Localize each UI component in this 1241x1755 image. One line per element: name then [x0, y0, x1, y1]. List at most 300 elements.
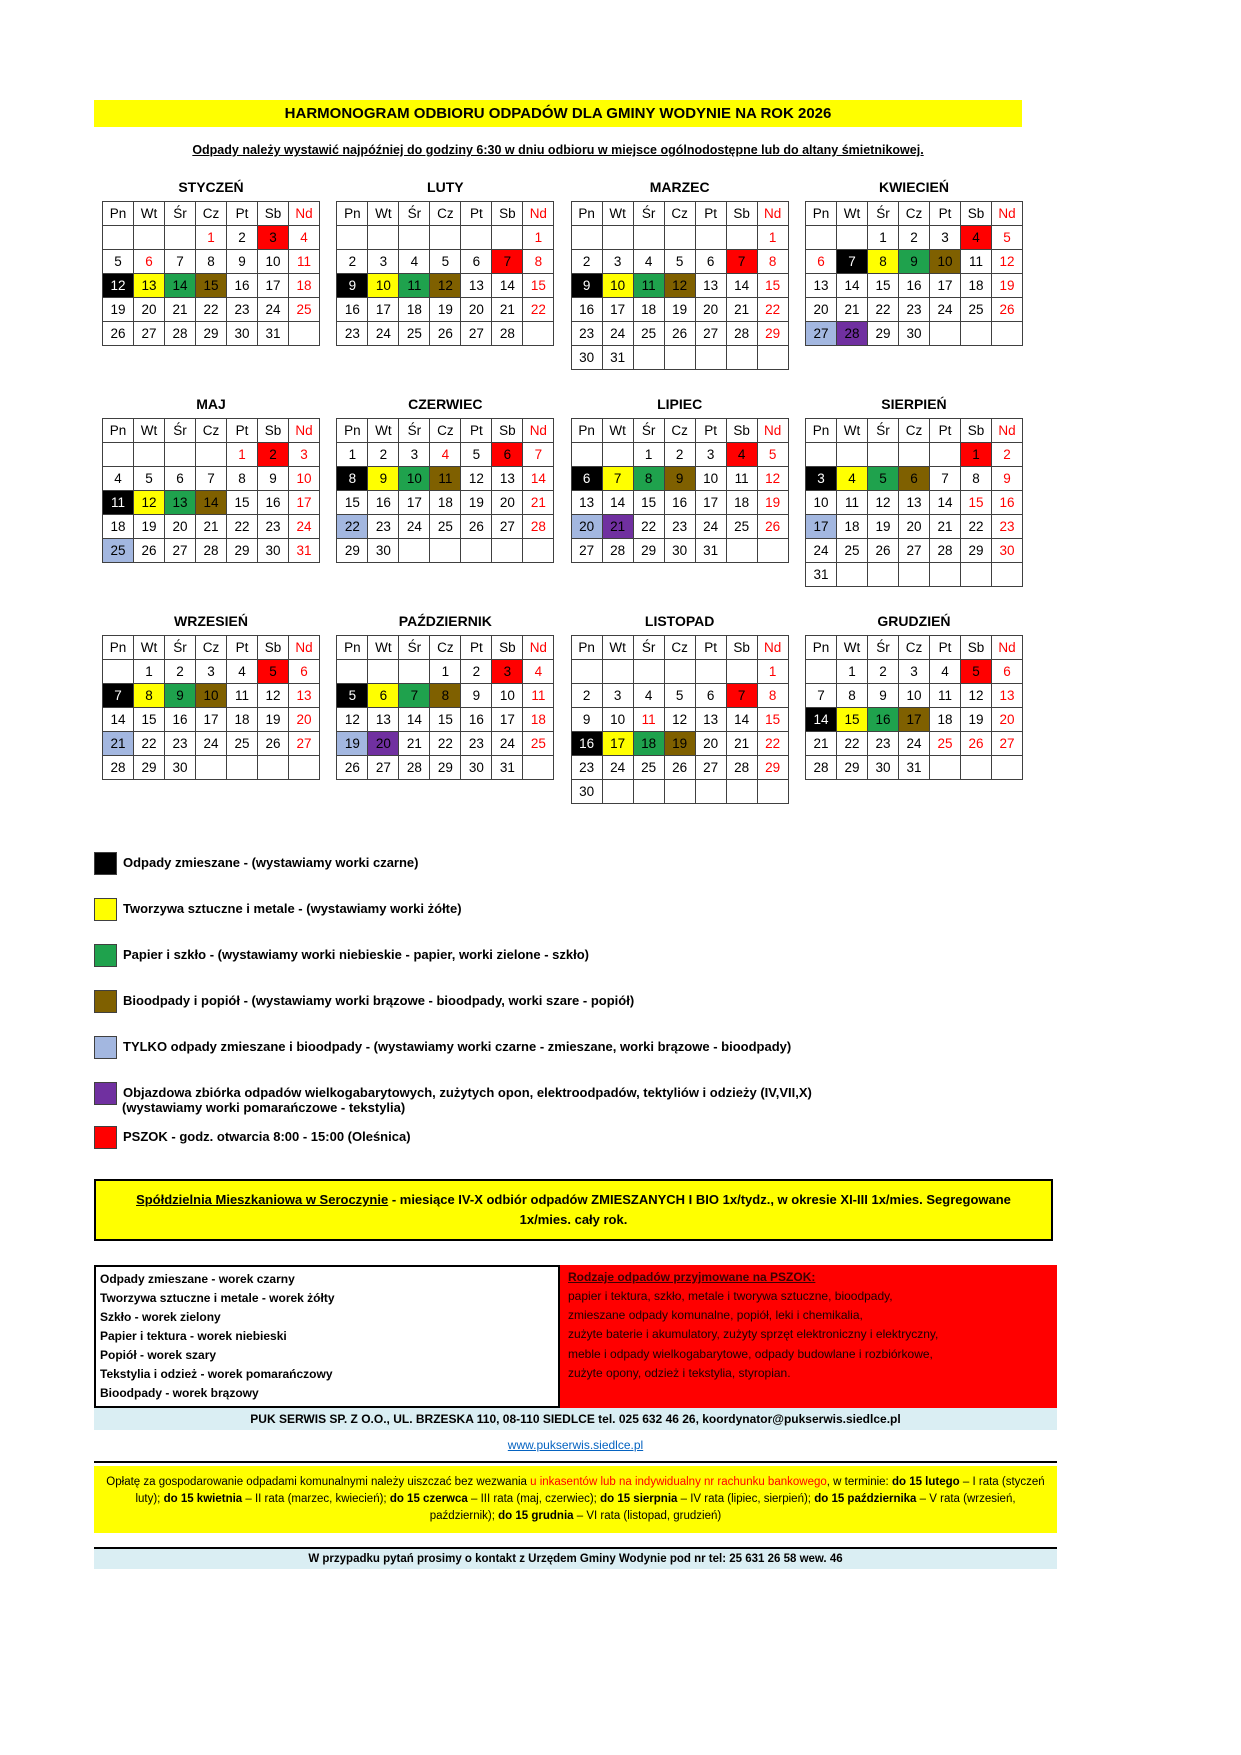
- calendar-day-cell: 17: [602, 732, 633, 756]
- calendar-day-cell: 14: [165, 274, 196, 298]
- calendar-day-cell: 31: [602, 346, 633, 370]
- calendar-day-cell: [991, 756, 1022, 780]
- calendar-day-cell: 6: [134, 250, 165, 274]
- calendar-day-cell: [695, 780, 726, 804]
- day-header-cell: Śr: [633, 202, 664, 226]
- calendar-day-cell: [492, 226, 523, 250]
- calendar-day-cell: 28: [602, 539, 633, 563]
- calendar-day-cell: 18: [726, 491, 757, 515]
- calendar-day-cell: 4: [227, 660, 258, 684]
- month-title: SIERPIEŃ: [881, 396, 947, 412]
- calendar-day-cell: 2: [227, 226, 258, 250]
- calendar-day-cell: 29: [867, 322, 898, 346]
- day-header-cell: Pt: [929, 419, 960, 443]
- legend-item: [94, 990, 1151, 1013]
- calendar-day-cell: 15: [134, 708, 165, 732]
- calendar-day-cell: 11: [399, 274, 430, 298]
- calendar-day-cell: 25: [289, 298, 320, 322]
- calendar-day-cell: 21: [399, 732, 430, 756]
- calendar-day-cell: 28: [196, 539, 227, 563]
- day-header-cell: Sb: [258, 419, 289, 443]
- calendar-day-cell: 12: [134, 491, 165, 515]
- calendar-day-cell: 19: [757, 491, 788, 515]
- day-header-cell: Nd: [757, 636, 788, 660]
- calendar-day-cell: 17: [602, 298, 633, 322]
- calendar-day-cell: 25: [227, 732, 258, 756]
- month-calendar: [334, 396, 556, 587]
- day-header-cell: Pn: [103, 419, 134, 443]
- calendar-day-cell: [368, 226, 399, 250]
- calendar-day-cell: 27: [368, 756, 399, 780]
- calendar-day-cell: 20: [492, 491, 523, 515]
- day-header-cell: Pn: [103, 202, 134, 226]
- calendar-day-cell: 19: [664, 732, 695, 756]
- calendar-day-cell: 1: [960, 443, 991, 467]
- calendar-day-cell: 24: [929, 298, 960, 322]
- calendar-day-cell: 1: [757, 226, 788, 250]
- calendar-day-cell: 7: [836, 250, 867, 274]
- day-header-cell: Nd: [757, 202, 788, 226]
- day-header-cell: Pn: [805, 636, 836, 660]
- calendar-day-cell: 14: [602, 491, 633, 515]
- calendar-day-cell: [103, 660, 134, 684]
- pszok-lines: [568, 1287, 1049, 1383]
- seroczyn-banner: [94, 1179, 1053, 1241]
- calendar-day-cell: [867, 563, 898, 587]
- day-header-cell: Sb: [492, 636, 523, 660]
- day-header-cell: Śr: [165, 202, 196, 226]
- calendar-day-cell: 24: [258, 298, 289, 322]
- legend-item: [94, 898, 1151, 921]
- calendar-day-cell: 9: [898, 250, 929, 274]
- calendar-day-cell: 25: [633, 756, 664, 780]
- day-header-cell: Sb: [726, 202, 757, 226]
- calendar-day-cell: 13: [461, 274, 492, 298]
- calendar-day-cell: 19: [337, 732, 368, 756]
- calendar-day-cell: [571, 226, 602, 250]
- calendar-day-cell: 12: [461, 467, 492, 491]
- calendar-day-cell: 22: [757, 298, 788, 322]
- calendar-day-cell: 6: [492, 443, 523, 467]
- calendar-day-cell: [103, 226, 134, 250]
- calendar-day-cell: [337, 660, 368, 684]
- month-calendar: [334, 179, 556, 370]
- calendar-day-cell: 23: [258, 515, 289, 539]
- calendar-table: [571, 201, 789, 370]
- month-title: STYCZEŃ: [178, 179, 244, 195]
- calendar-day-cell: 22: [836, 732, 867, 756]
- calendar-day-cell: 18: [929, 708, 960, 732]
- calendar-day-cell: 24: [289, 515, 320, 539]
- calendar-day-cell: 14: [196, 491, 227, 515]
- payment-text-segment: Opłatę za gospodarowanie odpadami komunalnymi należy uiszczać bez wezwania: [106, 1476, 531, 1488]
- day-header-cell: Śr: [399, 636, 430, 660]
- calendar-day-cell: [430, 539, 461, 563]
- day-header-cell: Wt: [836, 202, 867, 226]
- day-header-cell: Cz: [664, 636, 695, 660]
- calendar-day-cell: [664, 780, 695, 804]
- calendar-day-cell: [461, 539, 492, 563]
- day-header-cell: Sb: [492, 419, 523, 443]
- calendar-day-cell: 14: [492, 274, 523, 298]
- day-header-cell: Sb: [726, 419, 757, 443]
- calendar-day-cell: 24: [805, 539, 836, 563]
- calendar-day-cell: 25: [103, 539, 134, 563]
- calendar-day-cell: [492, 539, 523, 563]
- calendar-day-cell: [196, 756, 227, 780]
- calendar-day-cell: 9: [991, 467, 1022, 491]
- calendar-day-cell: 16: [461, 708, 492, 732]
- calendar-day-cell: 29: [227, 539, 258, 563]
- calendar-day-cell: 10: [805, 491, 836, 515]
- calendar-day-cell: 8: [757, 250, 788, 274]
- page-title: HARMONOGRAM ODBIORU ODPADÓW DLA GMINY WODYNIE NA ROK 2026: [94, 100, 1022, 127]
- calendar-day-cell: [960, 322, 991, 346]
- payment-text-segment: – II rata (marzec, kwiecień);: [242, 1493, 390, 1505]
- calendar-day-cell: [633, 660, 664, 684]
- calendar-day-cell: 9: [664, 467, 695, 491]
- calendar-day-cell: [836, 443, 867, 467]
- calendar-day-cell: 19: [960, 708, 991, 732]
- payment-info-box: [94, 1466, 1057, 1533]
- calendar-day-cell: 1: [430, 660, 461, 684]
- calendar-day-cell: 10: [695, 467, 726, 491]
- calendar-day-cell: 14: [929, 491, 960, 515]
- calendar-table: [336, 635, 554, 780]
- banner-rest: - miesiące IV-X odbiór odpadów ZMIESZANYCH I BIO 1x/tydz., w okresie XI-III 1x/mies. Segregowane 1x/mies. cały rok.: [388, 1192, 1011, 1227]
- calendar-day-cell: 1: [757, 660, 788, 684]
- calendar-day-cell: 6: [571, 467, 602, 491]
- company-contact-bar: PUK SERWIS SP. Z O.O., UL. BRZESKA 110, 08-110 SIEDLCE tel. 025 632 46 26, koordynator@pukserwis.siedlce.pl: [94, 1408, 1057, 1430]
- yellow-swatch-icon: [94, 898, 117, 921]
- red-swatch-icon: [94, 1126, 117, 1149]
- calendar-day-cell: 27: [492, 515, 523, 539]
- calendar-day-cell: 4: [523, 660, 554, 684]
- calendar-day-cell: 7: [805, 684, 836, 708]
- blue-swatch-icon: [94, 1036, 117, 1059]
- calendar-day-cell: 8: [867, 250, 898, 274]
- calendar-day-cell: [960, 563, 991, 587]
- calendar-day-cell: 9: [867, 684, 898, 708]
- calendar-table: [805, 418, 1023, 587]
- calendar-day-cell: 19: [430, 298, 461, 322]
- calendar-day-cell: 26: [867, 539, 898, 563]
- calendar-day-cell: 4: [836, 467, 867, 491]
- calendar-day-cell: 28: [492, 322, 523, 346]
- calendar-day-cell: 30: [898, 322, 929, 346]
- day-header-cell: Sb: [492, 202, 523, 226]
- calendar-day-cell: 4: [929, 660, 960, 684]
- calendar-day-cell: 25: [726, 515, 757, 539]
- calendar-day-cell: 27: [695, 322, 726, 346]
- day-header-cell: Pt: [695, 636, 726, 660]
- day-header-cell: Nd: [523, 636, 554, 660]
- calendar-day-cell: [836, 563, 867, 587]
- day-header-cell: Pt: [227, 419, 258, 443]
- calendar-day-cell: 5: [103, 250, 134, 274]
- calendar-day-cell: 11: [430, 467, 461, 491]
- calendar-day-cell: 18: [430, 491, 461, 515]
- day-header-cell: Cz: [898, 202, 929, 226]
- calendar-day-cell: 26: [461, 515, 492, 539]
- calendar-day-cell: [867, 443, 898, 467]
- pszok-accepted-line: meble i odpady wielkogabarytowe, odpady budowlane i rozbiórkowe,: [568, 1346, 933, 1361]
- month-calendar: [803, 179, 1025, 370]
- calendar-day-cell: 24: [196, 732, 227, 756]
- month-title: CZERWIEC: [408, 396, 483, 412]
- month-title: KWIECIEŃ: [878, 179, 949, 195]
- calendar-day-cell: 20: [165, 515, 196, 539]
- calendar-day-cell: [289, 756, 320, 780]
- calendar-day-cell: [134, 226, 165, 250]
- calendar-day-cell: 25: [836, 539, 867, 563]
- calendar-day-cell: 26: [664, 322, 695, 346]
- calendar-day-cell: 8: [523, 250, 554, 274]
- pszok-accepted-line: zmieszane odpady komunalne, popiół, leki i chemikalia,: [568, 1308, 863, 1323]
- calendar-day-cell: 18: [103, 515, 134, 539]
- calendar-day-cell: 28: [103, 756, 134, 780]
- calendar-day-cell: 15: [523, 274, 554, 298]
- payment-text-segment: , w terminie:: [826, 1476, 892, 1488]
- month-calendar: [803, 396, 1025, 587]
- calendar-day-cell: 19: [103, 298, 134, 322]
- calendar-day-cell: [757, 539, 788, 563]
- calendar-day-cell: 12: [664, 708, 695, 732]
- calendar-table: [571, 418, 789, 563]
- legend-label: Objazdowa zbiórka odpadów wielkogabarytowych, zużytych opon, elektroodpadów, tektyliów i odzieży (IV,VII,X): [123, 1085, 812, 1100]
- calendar-day-cell: [134, 443, 165, 467]
- calendar-day-cell: [368, 660, 399, 684]
- calendar-day-cell: 15: [757, 274, 788, 298]
- day-header-cell: Pt: [461, 636, 492, 660]
- day-header-cell: Nd: [289, 636, 320, 660]
- calendar-day-cell: 7: [492, 250, 523, 274]
- calendar-day-cell: 25: [399, 322, 430, 346]
- calendar-day-cell: 4: [103, 467, 134, 491]
- calendar-day-cell: [399, 660, 430, 684]
- calendar-day-cell: 26: [430, 322, 461, 346]
- day-header-cell: Śr: [165, 419, 196, 443]
- calendar-day-cell: 1: [337, 443, 368, 467]
- day-header-cell: Wt: [134, 202, 165, 226]
- calendar-day-cell: 26: [103, 322, 134, 346]
- calendar-day-cell: 10: [399, 467, 430, 491]
- calendar-day-cell: 7: [399, 684, 430, 708]
- payment-text-segment: – VI rata (listopad, grudzień): [573, 1510, 722, 1522]
- calendar-grid: [100, 179, 1025, 804]
- calendar-day-cell: 2: [991, 443, 1022, 467]
- calendar-day-cell: 3: [492, 660, 523, 684]
- day-header-cell: Wt: [836, 419, 867, 443]
- calendar-day-cell: 13: [368, 708, 399, 732]
- day-header-cell: Pn: [571, 419, 602, 443]
- calendar-day-cell: 11: [103, 491, 134, 515]
- day-header-cell: Pn: [337, 202, 368, 226]
- calendar-day-cell: 24: [602, 322, 633, 346]
- calendar-day-cell: 23: [368, 515, 399, 539]
- calendar-day-cell: 10: [492, 684, 523, 708]
- calendar-day-cell: 23: [571, 756, 602, 780]
- calendar-day-cell: 30: [991, 539, 1022, 563]
- day-header-cell: Wt: [368, 419, 399, 443]
- calendar-day-cell: 17: [196, 708, 227, 732]
- calendar-day-cell: 22: [337, 515, 368, 539]
- calendar-day-cell: 21: [929, 515, 960, 539]
- calendar-day-cell: 24: [399, 515, 430, 539]
- calendar-day-cell: 8: [633, 467, 664, 491]
- calendar-day-cell: 23: [898, 298, 929, 322]
- calendar-day-cell: 12: [430, 274, 461, 298]
- calendar-day-cell: 12: [258, 684, 289, 708]
- calendar-day-cell: [898, 443, 929, 467]
- calendar-day-cell: 5: [337, 684, 368, 708]
- day-header-cell: Pt: [695, 202, 726, 226]
- day-header-cell: Pt: [227, 202, 258, 226]
- calendar-day-cell: 27: [898, 539, 929, 563]
- calendar-day-cell: 7: [602, 467, 633, 491]
- day-header-cell: Pn: [805, 202, 836, 226]
- calendar-day-cell: 12: [664, 274, 695, 298]
- calendar-day-cell: [227, 756, 258, 780]
- calendar-day-cell: 13: [571, 491, 602, 515]
- calendar-day-cell: 10: [929, 250, 960, 274]
- calendar-day-cell: [664, 660, 695, 684]
- calendar-day-cell: 2: [867, 660, 898, 684]
- calendar-day-cell: 17: [492, 708, 523, 732]
- day-header-cell: Nd: [991, 419, 1022, 443]
- calendar-day-cell: 9: [165, 684, 196, 708]
- calendar-day-cell: 5: [430, 250, 461, 274]
- calendar-day-cell: [633, 226, 664, 250]
- calendar-day-cell: 19: [991, 274, 1022, 298]
- calendar-day-cell: [836, 226, 867, 250]
- calendar-day-cell: 9: [461, 684, 492, 708]
- calendar-day-cell: [805, 226, 836, 250]
- calendar-day-cell: 16: [165, 708, 196, 732]
- calendar-day-cell: 22: [757, 732, 788, 756]
- calendar-day-cell: 9: [258, 467, 289, 491]
- day-header-cell: Pn: [571, 636, 602, 660]
- month-calendar: [569, 179, 791, 370]
- calendar-day-cell: 29: [196, 322, 227, 346]
- calendar-day-cell: 21: [805, 732, 836, 756]
- payment-text-segment: – V rata (wrzesień, październik);: [429, 1493, 1016, 1522]
- legend-item: [94, 852, 1151, 875]
- calendar-day-cell: 17: [695, 491, 726, 515]
- calendar-day-cell: 24: [898, 732, 929, 756]
- calendar-day-cell: [523, 322, 554, 346]
- calendar-day-cell: 14: [399, 708, 430, 732]
- day-header-cell: Cz: [664, 202, 695, 226]
- calendar-day-cell: 9: [571, 708, 602, 732]
- calendar-table: [102, 418, 320, 563]
- calendar-day-cell: 3: [805, 467, 836, 491]
- calendar-day-cell: 27: [571, 539, 602, 563]
- calendar-day-cell: [695, 226, 726, 250]
- calendar-day-cell: 29: [430, 756, 461, 780]
- day-header-cell: Pn: [571, 202, 602, 226]
- calendar-day-cell: 3: [898, 660, 929, 684]
- calendar-day-cell: 15: [196, 274, 227, 298]
- calendar-day-cell: 8: [757, 684, 788, 708]
- calendar-day-cell: 15: [337, 491, 368, 515]
- calendar-day-cell: 27: [805, 322, 836, 346]
- calendar-day-cell: 22: [134, 732, 165, 756]
- calendar-day-cell: 30: [664, 539, 695, 563]
- day-header-cell: Cz: [664, 419, 695, 443]
- calendar-day-cell: 14: [805, 708, 836, 732]
- calendar-day-cell: 28: [726, 756, 757, 780]
- calendar-day-cell: 3: [695, 443, 726, 467]
- calendar-day-cell: 15: [960, 491, 991, 515]
- calendar-day-cell: 16: [368, 491, 399, 515]
- legend-label: Odpady zmieszane - (wystawiamy worki czarne): [123, 855, 419, 870]
- calendar-day-cell: 6: [289, 660, 320, 684]
- month-title: MARZEC: [649, 179, 710, 195]
- calendar-day-cell: 27: [695, 756, 726, 780]
- calendar-day-cell: 27: [991, 732, 1022, 756]
- calendar-day-cell: 9: [337, 274, 368, 298]
- calendar-day-cell: [664, 226, 695, 250]
- payment-text-segment: – IV rata (lipiec, sierpień);: [677, 1493, 815, 1505]
- legend-label-line2: (wystawiamy worki pomarańczowe - tekstylia): [122, 1100, 406, 1115]
- calendar-day-cell: 12: [103, 274, 134, 298]
- calendar-day-cell: [399, 539, 430, 563]
- calendar-day-cell: 17: [929, 274, 960, 298]
- calendar-day-cell: 16: [337, 298, 368, 322]
- calendar-day-cell: 17: [258, 274, 289, 298]
- calendar-day-cell: 4: [399, 250, 430, 274]
- day-header-cell: Pt: [929, 202, 960, 226]
- month-calendar: [334, 613, 556, 804]
- calendar-day-cell: 1: [134, 660, 165, 684]
- day-header-cell: Pt: [461, 419, 492, 443]
- website-link[interactable]: www.pukserwis.siedlce.pl: [507, 1438, 644, 1452]
- calendar-day-cell: 15: [836, 708, 867, 732]
- calendar-day-cell: 19: [867, 515, 898, 539]
- calendar-day-cell: 4: [726, 443, 757, 467]
- calendar-day-cell: 20: [461, 298, 492, 322]
- pszok-box: [560, 1265, 1057, 1408]
- calendar-day-cell: 5: [664, 684, 695, 708]
- calendar-day-cell: 14: [726, 274, 757, 298]
- day-header-cell: Śr: [633, 636, 664, 660]
- calendar-day-cell: 14: [523, 467, 554, 491]
- calendar-day-cell: 5: [867, 467, 898, 491]
- calendar-day-cell: 14: [726, 708, 757, 732]
- calendar-day-cell: 27: [134, 322, 165, 346]
- calendar-day-cell: 6: [368, 684, 399, 708]
- payment-text-segment: do 15 lutego: [891, 1476, 960, 1488]
- month-calendar: [100, 179, 322, 370]
- calendar-day-cell: 22: [196, 298, 227, 322]
- payment-text-segment: do 15 kwietnia: [163, 1493, 243, 1505]
- calendar-day-cell: 4: [430, 443, 461, 467]
- day-header-cell: Wt: [134, 636, 165, 660]
- calendar-day-cell: [805, 660, 836, 684]
- calendar-day-cell: 9: [571, 274, 602, 298]
- calendar-day-cell: 16: [571, 298, 602, 322]
- calendar-day-cell: 28: [399, 756, 430, 780]
- calendar-day-cell: 2: [664, 443, 695, 467]
- calendar-day-cell: 20: [695, 732, 726, 756]
- calendar-day-cell: 1: [633, 443, 664, 467]
- calendar-day-cell: 30: [165, 756, 196, 780]
- calendar-day-cell: 21: [726, 732, 757, 756]
- month-title: LUTY: [427, 179, 464, 195]
- calendar-day-cell: 23: [991, 515, 1022, 539]
- day-header-cell: Wt: [602, 636, 633, 660]
